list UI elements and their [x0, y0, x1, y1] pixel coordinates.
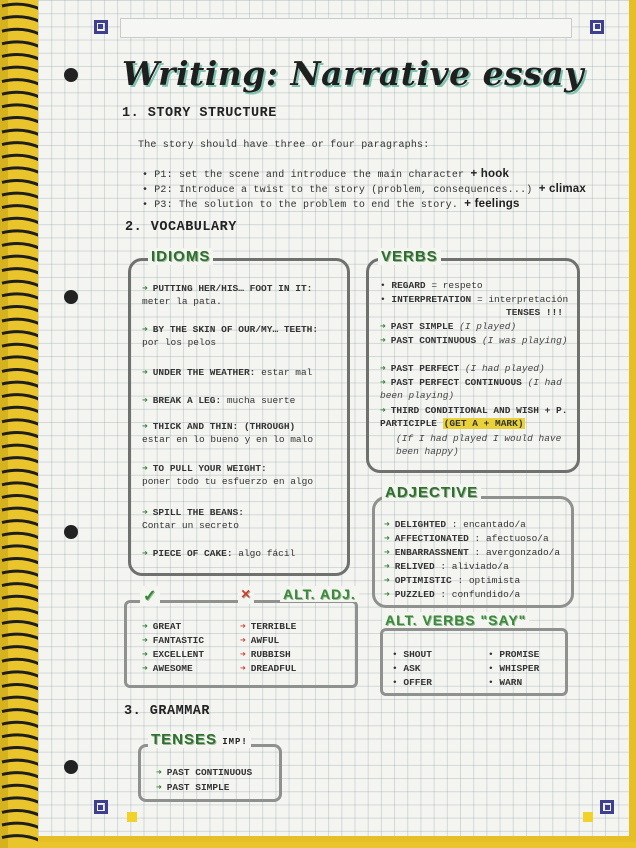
adjective-item: ➜ ENBARRASSNENT : avergonzado/a — [384, 547, 561, 558]
verb-es: (I had played) — [464, 363, 545, 374]
alt-adj-negative: ➜ DREADFUL — [240, 663, 297, 674]
alt-verbs-heading: ALT. VERBS "SAY" — [382, 612, 529, 628]
adjective-en: AFFECTIONATED — [394, 533, 469, 544]
punch-hole — [64, 290, 78, 304]
verb-en: REGARD — [391, 280, 426, 291]
verb-en: PAST SIMPLE — [390, 321, 454, 332]
idiom-en: PUTTING HER/HIS… FOOT IN IT: — [152, 283, 313, 294]
idiom-item: ➜ TO PULL YOUR WEIGHT: poner todo tu esfuerzo en algo — [142, 463, 314, 487]
adjective-es: confundido/a — [451, 589, 521, 600]
story-point: • P3: The solution to the problem to end the story. + feelings — [142, 198, 520, 211]
section-heading-grammar: 3. GRAMMAR — [124, 704, 211, 719]
idiom-en: TO PULL YOUR WEIGHT: — [152, 463, 267, 474]
story-point-text: set the scene and introduce the main character — [179, 170, 465, 181]
alt-adj-negative: ➜ TERRIBLE — [240, 621, 297, 632]
adjective-es: avergonzado/a — [485, 547, 561, 558]
adjective-en: OPTIMISTIC — [394, 575, 452, 586]
page-title: Writing: Narrative essay — [122, 54, 584, 93]
section-heading-story-structure: 1. STORY STRUCTURE — [122, 106, 277, 121]
idiom-en: SPILL THE BEANS: — [152, 507, 244, 518]
idiom-item: ➜ BY THE SKIN OF OUR/MY… TEETH: por los pelos — [142, 324, 319, 348]
idiom-en: THICK AND THIN: (THROUGH) — [152, 421, 296, 432]
alt-verb: • WHISPER — [488, 663, 540, 674]
alt-verb: • WARN — [488, 677, 523, 688]
idiom-es: mucha suerte — [226, 395, 296, 406]
story-point-label: P2: — [154, 185, 173, 196]
verb-en: PAST PERFECT — [390, 363, 460, 374]
section-heading-vocabulary: 2. VOCABULARY — [125, 220, 237, 235]
verb-item: ➜ PAST SIMPLE (I played) — [380, 321, 517, 332]
idiom-es: algo fácil — [238, 548, 296, 559]
alt-adj-positive: ➜ FANTASTIC — [142, 635, 205, 646]
idiom-item: ➜ UNDER THE WEATHER: estar mal — [142, 367, 313, 378]
adjective-item: ➜ DELIGHTED : encantado/a — [384, 519, 526, 530]
verb-es: (I played) — [459, 321, 517, 332]
verb-es: = respeto — [431, 280, 483, 291]
cross-heading — [238, 586, 254, 604]
alt-adj-positive: ➜ AWESOME — [142, 663, 193, 674]
verb-es: (I was playing) — [481, 335, 568, 346]
verb-highlight: (GET A + MARK) — [443, 418, 524, 429]
adjective-en: DELIGHTED — [394, 519, 447, 530]
verb-en: PAST PERFECT CONTINUOUS — [390, 377, 522, 388]
idiom-en: BREAK A LEG: — [152, 395, 222, 406]
story-point-text: Introduce a twist to the story (problem, consequences...) — [179, 185, 533, 196]
adjective-heading: ADJECTIVE — [382, 484, 481, 501]
corner-mark-icon — [590, 20, 604, 34]
idiom-item: ➜ THICK AND THIN: (THROUGH) estar en lo bueno y en lo malo — [142, 421, 314, 445]
adjective-item: ➜ PUZZLED : confundido/a — [384, 589, 521, 600]
punch-hole — [64, 525, 78, 539]
verb-en: INTERPRETATION — [391, 294, 472, 305]
idiom-es: estar en lo bueno y en lo malo — [142, 434, 314, 445]
alt-verb: • PROMISE — [488, 649, 540, 660]
corner-mark-icon — [94, 20, 108, 34]
yellow-marker-icon — [127, 812, 137, 822]
adjective-es: afectuoso/a — [485, 533, 549, 544]
verb-note — [506, 306, 576, 319]
grammar-item: ➜ PAST SIMPLE — [156, 782, 230, 793]
story-point-extra: + feelings — [464, 198, 520, 210]
verb-item: • REGARD = respeto — [380, 280, 483, 291]
verb-en: PAST CONTINUOUS — [390, 335, 477, 346]
adjective-es: aliviado/a — [451, 561, 509, 572]
punch-hole — [64, 68, 78, 82]
punch-hole — [64, 760, 78, 774]
alt-adj-negative: ➜ RUBBISH — [240, 649, 291, 660]
yellow-marker-icon — [583, 812, 593, 822]
story-point-text: The solution to the problem to end the story. — [179, 200, 459, 211]
idiom-es: poner todo tu esfuerzo en algo — [142, 476, 314, 487]
alt-verb: • ASK — [392, 663, 421, 674]
grammar-item: ➜ PAST CONTINUOUS — [156, 767, 253, 778]
verb-item: • INTERPRETATION = interpretación — [380, 294, 569, 305]
alt-adj-positive: ➜ GREAT — [142, 621, 182, 632]
check-icon: ✓ — [143, 588, 158, 605]
alt-verb: • OFFER — [392, 677, 432, 688]
verb-note-text: TENSES !!! — [506, 307, 564, 318]
alt-adj-heading: ALT. ADJ. — [280, 586, 359, 602]
verbs-heading: VERBS — [378, 248, 441, 265]
adjective-en: RELIVED — [394, 561, 435, 572]
adjective-item: ➜ OPTIMISTIC : optimista — [384, 575, 521, 586]
alt-verb: • SHOUT — [392, 649, 432, 660]
verb-example: (If I had played I would have been happy) — [396, 433, 562, 457]
header-strip — [120, 18, 572, 38]
idioms-heading: IDIOMS — [148, 248, 213, 265]
idiom-es: estar mal — [261, 367, 313, 378]
adjective-en: PUZZLED — [394, 589, 435, 600]
verb-item: ➜ PAST PERFECT CONTINUOUS (I had been playing) — [380, 377, 562, 401]
adjective-item: ➜ RELIVED : aliviado/a — [384, 561, 509, 572]
idiom-item: ➜ SPILL THE BEANS: Contar un secreto — [142, 507, 244, 531]
idiom-en: BY THE SKIN OF OUR/MY… TEETH: — [152, 324, 319, 335]
story-point-label: P3: — [154, 200, 173, 211]
corner-mark-icon — [94, 800, 108, 814]
idiom-item: ➜ PUTTING HER/HIS… FOOT IN IT: meter la pata. — [142, 283, 313, 307]
alt-adj-positive: ➜ EXCELLENT — [142, 649, 205, 660]
verb-en: THIRD CONDITIONAL AND WISH + P. PARTICIPLE — [380, 405, 568, 429]
tenses-heading: TENSES IMP! — [148, 731, 251, 748]
story-point: • P2: Introduce a twist to the story (problem, consequences...) + climax — [142, 183, 587, 196]
cross-icon: × — [241, 586, 252, 603]
idiom-en: PIECE OF CAKE: — [152, 548, 233, 559]
verb-item: ➜ THIRD CONDITIONAL AND WISH + P. PARTICIPLE (GET A + MARK) — [380, 405, 568, 429]
idiom-es: Contar un secreto — [142, 520, 239, 531]
alt-adj-negative: ➜ AWFUL — [240, 635, 280, 646]
imp-note: IMP! — [222, 737, 248, 747]
adjective-item: ➜ AFFECTIONATED : afectuoso/a — [384, 533, 549, 544]
corner-mark-icon — [600, 800, 614, 814]
idiom-en: UNDER THE WEATHER: — [152, 367, 256, 378]
verb-es: (I had been playing) — [380, 377, 562, 401]
story-point: • P1: set the scene and introduce the main character + hook — [142, 168, 510, 181]
idiom-item: ➜ BREAK A LEG: mucha suerte — [142, 395, 296, 406]
adjective-en: ENBARRASSNENT — [394, 547, 469, 558]
adjective-es: encantado/a — [463, 519, 526, 530]
idiom-item: ➜ PIECE OF CAKE: algo fácil — [142, 548, 296, 559]
idiom-es: meter la pata. — [142, 296, 222, 307]
adjective-es: optimista — [468, 575, 521, 586]
idiom-es: por los pelos — [142, 337, 217, 348]
story-intro: The story should have three or four paragraphs: — [138, 140, 430, 151]
verb-item: ➜ PAST CONTINUOUS (I was playing) — [380, 335, 568, 346]
story-point-extra: + climax — [538, 183, 587, 195]
verb-item: ➜ PAST PERFECT (I had played) — [380, 363, 545, 374]
verb-es: = interpretación — [476, 294, 569, 305]
check-heading — [140, 586, 160, 606]
story-point-extra: + hook — [470, 168, 510, 180]
story-point-label: P1: — [154, 170, 173, 181]
